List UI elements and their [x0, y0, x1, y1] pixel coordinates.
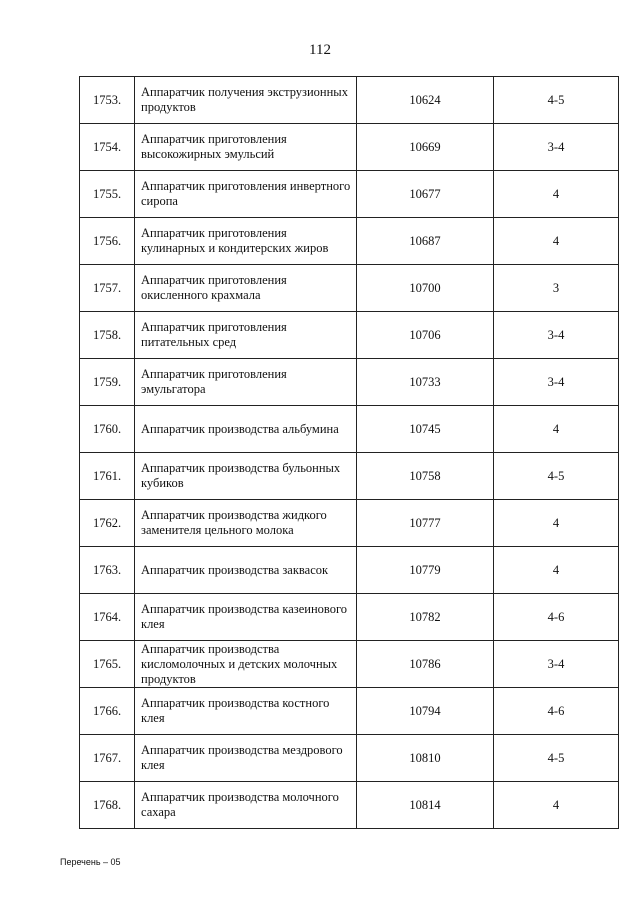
profession-name: Аппаратчик приготовления кулинарных и кондитерских жиров	[135, 218, 357, 265]
grade-range: 4	[494, 782, 619, 829]
table-row	[80, 265, 619, 312]
profession-code: 10706	[357, 312, 494, 359]
table-row	[80, 312, 619, 359]
profession-name: Аппаратчик производства костного клея	[135, 688, 357, 735]
grade-range: 3-4	[494, 124, 619, 171]
profession-code: 10786	[357, 641, 494, 688]
grade-range: 3-4	[494, 641, 619, 688]
grade-range: 4-6	[494, 594, 619, 641]
grade-range: 3-4	[494, 312, 619, 359]
table-row	[80, 782, 619, 829]
profession-code: 10777	[357, 500, 494, 547]
profession-name: Аппаратчик приготовления эмульгатора	[135, 359, 357, 406]
grade-range: 4	[494, 171, 619, 218]
table-row	[80, 124, 619, 171]
profession-name: Аппаратчик производства молочного сахара	[135, 782, 357, 829]
profession-code: 10733	[357, 359, 494, 406]
profession-name: Аппаратчик производства бульонных кубиков	[135, 453, 357, 500]
profession-code: 10677	[357, 171, 494, 218]
row-number: 1767.	[80, 735, 135, 782]
profession-name: Аппаратчик производства альбумина	[135, 406, 357, 453]
profession-name: Аппаратчик приготовления окисленного крахмала	[135, 265, 357, 312]
grade-range: 4	[494, 500, 619, 547]
profession-name: Аппаратчик приготовления инвертного сиропа	[135, 171, 357, 218]
row-number: 1764.	[80, 594, 135, 641]
row-number: 1755.	[80, 171, 135, 218]
table-row	[80, 735, 619, 782]
row-number: 1756.	[80, 218, 135, 265]
profession-name: Аппаратчик производства жидкого заменителя цельного молока	[135, 500, 357, 547]
table-row	[80, 547, 619, 594]
grade-range: 3-4	[494, 359, 619, 406]
row-number: 1765.	[80, 641, 135, 688]
profession-name: Аппаратчик производства заквасок	[135, 547, 357, 594]
profession-code: 10687	[357, 218, 494, 265]
profession-name: Аппаратчик производства мездрового клея	[135, 735, 357, 782]
table-row	[80, 594, 619, 641]
table-row	[80, 171, 619, 218]
grade-range: 4	[494, 406, 619, 453]
row-number: 1763.	[80, 547, 135, 594]
grade-range: 4-5	[494, 735, 619, 782]
row-number: 1753.	[80, 77, 135, 124]
row-number: 1761.	[80, 453, 135, 500]
profession-code: 10810	[357, 735, 494, 782]
profession-code: 10624	[357, 77, 494, 124]
row-number: 1754.	[80, 124, 135, 171]
table-row	[80, 218, 619, 265]
profession-name: Аппаратчик получения экструзионных продуктов	[135, 77, 357, 124]
profession-code: 10758	[357, 453, 494, 500]
table-row	[80, 500, 619, 547]
profession-code: 10782	[357, 594, 494, 641]
row-number: 1757.	[80, 265, 135, 312]
profession-code: 10745	[357, 406, 494, 453]
grade-range: 4	[494, 547, 619, 594]
profession-name: Аппаратчик производства казеинового клея	[135, 594, 357, 641]
table-row	[80, 406, 619, 453]
footer-document-label: Перечень – 05	[60, 857, 121, 867]
table-row	[80, 453, 619, 500]
grade-range: 4-5	[494, 77, 619, 124]
professions-table	[79, 76, 619, 829]
row-number: 1762.	[80, 500, 135, 547]
grade-range: 4-6	[494, 688, 619, 735]
row-number: 1766.	[80, 688, 135, 735]
table-row	[80, 641, 619, 688]
table-body	[80, 77, 619, 829]
profession-code: 10669	[357, 124, 494, 171]
grade-range: 3	[494, 265, 619, 312]
table-row	[80, 688, 619, 735]
table-row	[80, 77, 619, 124]
grade-range: 4	[494, 218, 619, 265]
profession-name: Аппаратчик приготовления питательных сред	[135, 312, 357, 359]
page-number: 112	[309, 42, 331, 58]
profession-code: 10814	[357, 782, 494, 829]
row-number: 1760.	[80, 406, 135, 453]
profession-code: 10700	[357, 265, 494, 312]
profession-name: Аппаратчик производства кисломолочных и детских молочных продуктов	[135, 641, 357, 688]
row-number: 1768.	[80, 782, 135, 829]
profession-name: Аппаратчик приготовления высокожирных эмульсий	[135, 124, 357, 171]
row-number: 1759.	[80, 359, 135, 406]
grade-range: 4-5	[494, 453, 619, 500]
row-number: 1758.	[80, 312, 135, 359]
profession-code: 10779	[357, 547, 494, 594]
profession-code: 10794	[357, 688, 494, 735]
table-row	[80, 359, 619, 406]
